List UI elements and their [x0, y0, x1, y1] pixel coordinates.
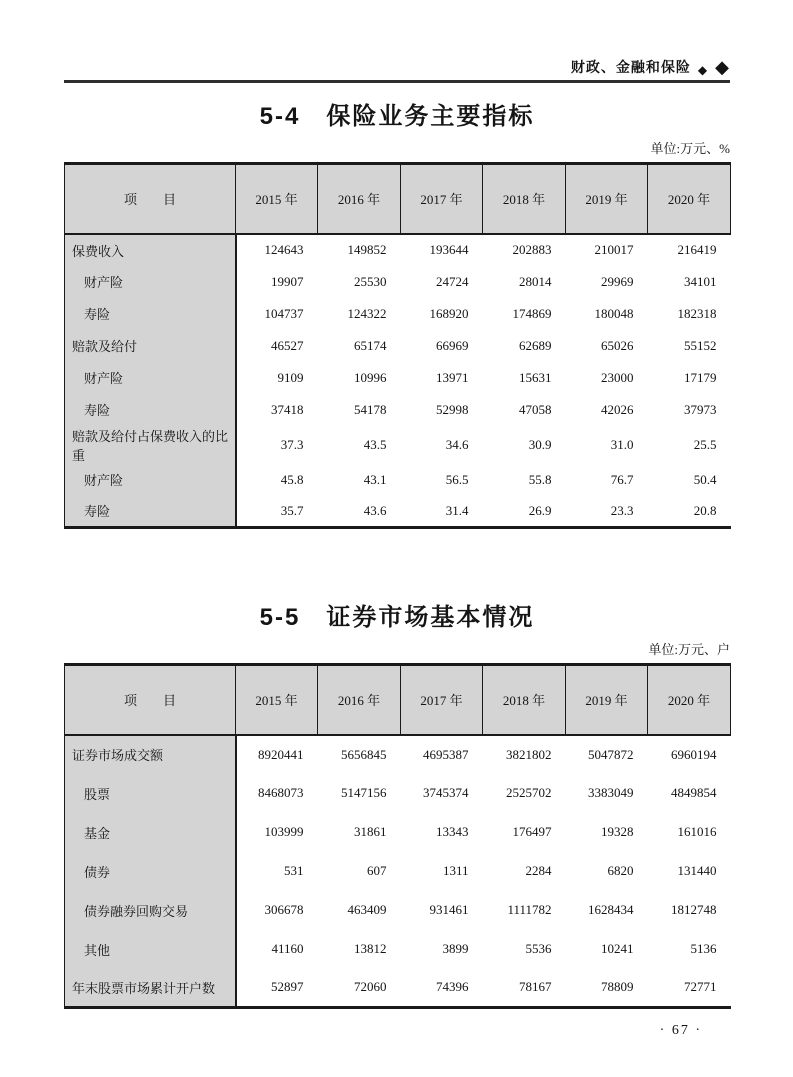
table-row	[65, 891, 731, 930]
cell-value: 65026	[601, 337, 634, 353]
table-row	[65, 330, 731, 362]
cell-value: 202883	[512, 242, 552, 257]
cell-value: 931461	[429, 902, 469, 917]
row-label: 基金	[65, 813, 236, 852]
row-label: 保费收入	[65, 234, 236, 266]
cell-value: 149852	[347, 242, 387, 257]
cell-value: 103999	[264, 824, 304, 839]
cell-value: 47058	[519, 401, 552, 417]
table-row	[65, 969, 731, 1008]
year-column-header: 2018 年	[483, 164, 566, 234]
cell-value: 37.3	[280, 436, 304, 452]
cell-value: 56.5	[445, 471, 469, 487]
cell-value: 37973	[684, 401, 717, 417]
cell-value: 42026	[601, 401, 634, 417]
cell-value: 19328	[601, 824, 634, 839]
cell-value: 124643	[264, 242, 304, 257]
cell-value: 3383049	[588, 785, 634, 800]
cell-value: 76.7	[610, 471, 634, 487]
cell-value: 8468073	[258, 785, 304, 800]
row-label: 财产险	[65, 464, 236, 496]
cell-value: 176497	[512, 824, 552, 839]
cell-value: 34101	[684, 273, 717, 289]
cell-value: 1111782	[507, 902, 552, 917]
table-row	[65, 394, 731, 426]
cell-value: 28014	[519, 273, 552, 289]
cell-value: 25530	[354, 273, 387, 289]
cell-value: 4849854	[671, 785, 717, 800]
cell-value: 31861	[354, 824, 387, 839]
cell-value: 25.5	[693, 436, 717, 452]
cell-value: 607	[367, 863, 387, 878]
year-column-header: 2020 年	[648, 164, 731, 234]
cell-value: 31.4	[445, 502, 469, 518]
cell-value: 72771	[684, 979, 717, 995]
cell-value: 463409	[347, 902, 387, 917]
cell-value: 3899	[442, 941, 469, 956]
cell-value: 34.6	[445, 436, 469, 452]
cell-value: 35.7	[280, 502, 304, 518]
cell-value: 62689	[519, 337, 552, 353]
section-label: 财政、金融和保险	[570, 59, 691, 76]
cell-value: 52897	[271, 979, 304, 995]
table-row	[65, 362, 731, 394]
cell-value: 531	[284, 863, 304, 878]
year-column-header: 2019 年	[566, 164, 648, 234]
cell-value: 66969	[436, 337, 469, 353]
row-label: 寿险	[65, 298, 236, 330]
year-column-header: 2019 年	[566, 665, 648, 735]
table-row	[65, 426, 731, 464]
table-5-5-title: 5-5 证券市场基本情况	[259, 604, 535, 631]
cell-value: 31.0	[610, 436, 634, 452]
table-5-4-title: 5-4 保险业务主要指标	[259, 103, 535, 130]
row-label: 其他	[65, 930, 236, 969]
cell-value: 29969	[601, 273, 634, 289]
table-row	[65, 930, 731, 969]
cell-value: 13343	[436, 824, 469, 839]
cell-value: 43.1	[363, 471, 387, 487]
year-column-header: 2018 年	[483, 665, 566, 735]
cell-value: 54178	[354, 401, 387, 417]
cell-value: 15631	[519, 369, 552, 385]
row-label: 赔款及给付	[65, 330, 236, 362]
cell-value: 1812748	[671, 902, 717, 917]
table-row	[65, 266, 731, 298]
cell-value: 131440	[677, 863, 717, 878]
year-column-header: 2016 年	[318, 164, 401, 234]
cell-value: 2284	[525, 863, 552, 878]
cell-value: 5147156	[341, 785, 387, 800]
cell-value: 55.8	[528, 471, 552, 487]
cell-value: 23000	[601, 369, 634, 385]
cell-value: 72060	[354, 979, 387, 995]
row-label: 财产险	[65, 266, 236, 298]
cell-value: 37418	[271, 401, 304, 417]
cell-value: 306678	[264, 902, 304, 917]
item-column-header: 项 目	[65, 665, 236, 735]
cell-value: 55152	[684, 337, 717, 353]
cell-value: 5047872	[588, 746, 634, 762]
cell-value: 43.6	[363, 502, 387, 518]
cell-value: 74396	[436, 979, 469, 995]
year-column-header: 2016 年	[318, 665, 401, 735]
cell-value: 210017	[594, 242, 634, 257]
cell-value: 50.4	[693, 471, 717, 487]
cell-value: 9109	[277, 369, 304, 385]
cell-value: 5656845	[341, 746, 387, 762]
cell-value: 168920	[429, 305, 469, 321]
cell-value: 124322	[347, 305, 387, 321]
cell-value: 41160	[271, 941, 304, 956]
table-row	[65, 813, 731, 852]
cell-value: 30.9	[528, 436, 552, 452]
row-label: 年末股票市场累计开户数	[65, 969, 236, 1008]
year-column-header: 2017 年	[401, 665, 483, 735]
table-header-row	[65, 164, 731, 234]
cell-value: 104737	[264, 305, 304, 321]
running-head	[64, 58, 730, 83]
table-row	[65, 234, 731, 266]
year-column-header: 2015 年	[236, 164, 318, 234]
cell-value: 78167	[519, 979, 552, 995]
table-5-4	[64, 162, 731, 529]
cell-value: 216419	[677, 242, 717, 257]
table-row	[65, 496, 731, 528]
cell-value: 3821802	[506, 746, 552, 762]
cell-value: 2525702	[506, 785, 552, 800]
cell-value: 5536	[525, 941, 552, 956]
cell-value: 182318	[677, 305, 717, 321]
row-label: 债券	[65, 852, 236, 891]
table-5-5-unit-label: 单位:万元、户	[648, 642, 730, 657]
diamond-icon: ◆	[697, 63, 709, 77]
cell-value: 161016	[677, 824, 717, 839]
year-column-header: 2020 年	[648, 665, 731, 735]
cell-value: 174869	[512, 305, 552, 321]
cell-value: 24724	[436, 273, 469, 289]
page-number: · 67 ·	[659, 1023, 702, 1038]
row-label: 寿险	[65, 394, 236, 426]
cell-value: 52998	[436, 401, 469, 417]
row-label: 寿险	[65, 496, 236, 528]
row-label: 证券市场成交额	[65, 735, 236, 774]
diamond-icon: ◆	[715, 57, 730, 77]
cell-value: 8920441	[258, 746, 304, 762]
table-row	[65, 774, 731, 813]
row-label: 赔款及给付占保费收入的比重	[65, 426, 236, 464]
cell-value: 78809	[601, 979, 634, 995]
cell-value: 5136	[690, 941, 717, 956]
row-label: 债券融券回购交易	[65, 891, 236, 930]
cell-value: 1311	[442, 863, 469, 878]
cell-value: 6820	[607, 863, 634, 878]
table-row	[65, 852, 731, 891]
table-5-4-unit-label: 单位:万元、%	[650, 141, 730, 156]
year-column-header: 2017 年	[401, 164, 483, 234]
cell-value: 19907	[271, 273, 304, 289]
table-5-5	[64, 663, 731, 1009]
cell-value: 180048	[594, 305, 634, 321]
year-column-header: 2015 年	[236, 665, 318, 735]
cell-value: 17179	[684, 369, 717, 385]
cell-value: 45.8	[280, 471, 304, 487]
cell-value: 23.3	[610, 502, 634, 518]
cell-value: 4695387	[423, 746, 469, 762]
table-row	[65, 464, 731, 496]
cell-value: 46527	[271, 337, 304, 353]
cell-value: 1628434	[588, 902, 634, 917]
cell-value: 10241	[601, 941, 634, 956]
table-header-row	[65, 665, 731, 735]
cell-value: 13971	[436, 369, 469, 385]
cell-value: 193644	[429, 242, 469, 257]
cell-value: 20.8	[693, 502, 717, 518]
cell-value: 65174	[354, 337, 387, 353]
cell-value: 3745374	[423, 785, 469, 800]
cell-value: 13812	[354, 941, 387, 956]
cell-value: 6960194	[671, 746, 717, 762]
cell-value: 43.5	[363, 436, 387, 452]
table-row	[65, 735, 731, 774]
cell-value: 26.9	[528, 502, 552, 518]
cell-value: 10996	[354, 369, 387, 385]
table-row	[65, 298, 731, 330]
row-label: 财产险	[65, 362, 236, 394]
item-column-header: 项 目	[65, 164, 236, 234]
row-label: 股票	[65, 774, 236, 813]
